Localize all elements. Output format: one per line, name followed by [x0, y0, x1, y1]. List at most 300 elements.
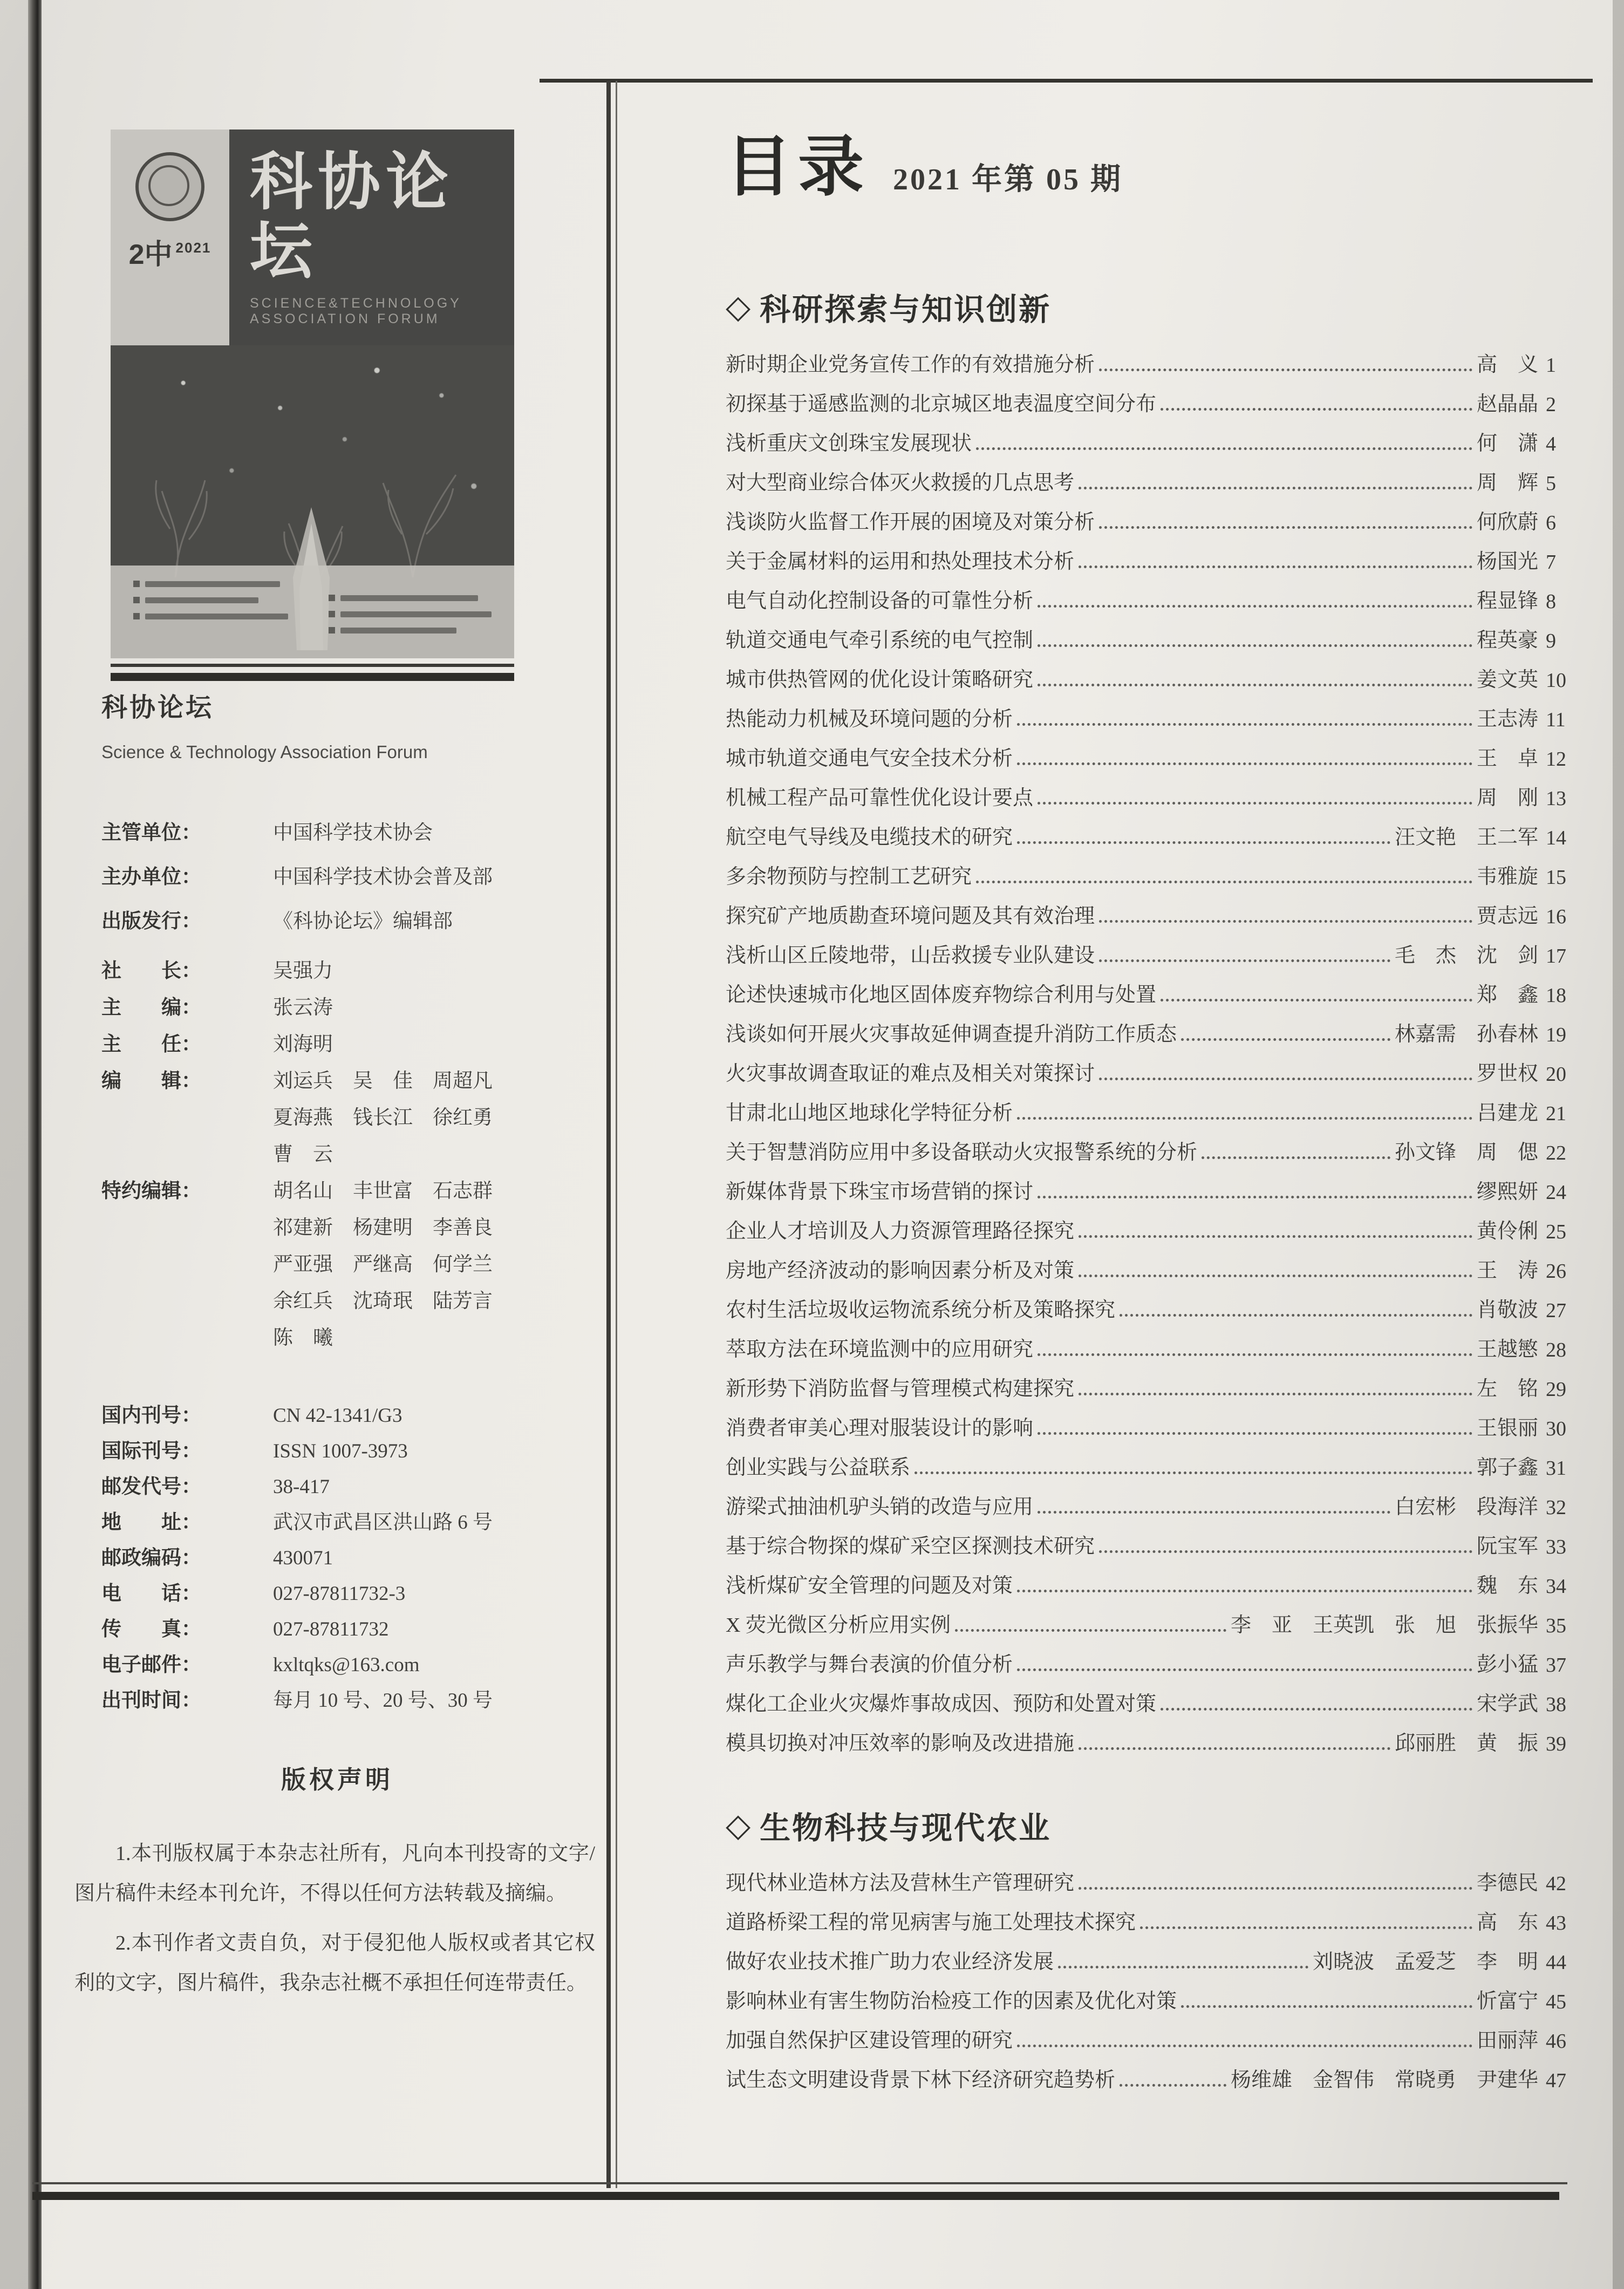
toc-entry	[726, 732, 1577, 771]
toc-entry	[726, 1716, 1577, 1756]
toc-entry-title: 房地产经济波动的影响因素分析及对策	[726, 1259, 1075, 1282]
toc-dot-leader	[1079, 566, 1472, 568]
pub-detail-row-value: ISSN 1007-3973	[273, 1440, 408, 1462]
toc-entry-page: 38	[1546, 1693, 1566, 1716]
toc-entry-title: 对大型商业综合体灭火救援的几点思考	[726, 472, 1075, 494]
publisher-info-row-value: 中国科学技术协会	[273, 822, 433, 844]
toc-entry-title: 初探基于遥感监测的北京城区地表温度空间分布	[726, 393, 1157, 415]
toc-dot-leader	[1017, 1590, 1472, 1592]
staff-row-value: 刘海明	[273, 1033, 333, 1055]
staff-row-label: 主 编：	[101, 996, 201, 1018]
toc-issue: 2021 年第 05 期	[893, 163, 1123, 196]
toc-entry-page: 45	[1546, 1991, 1566, 2013]
toc-entry-title: 轨道交通电气牵引系统的电气控制	[726, 629, 1034, 652]
toc-entry-page: 46	[1546, 2030, 1566, 2053]
toc-dot-leader	[1161, 1708, 1472, 1711]
copyright-paragraph: 1.本刊版权属于本杂志社所有，凡向本刊投寄的文字/图片稿件未经本刊允许，不得以任何方法转载及摘编。	[74, 1842, 595, 1905]
staff-row-value: 胡名山 丰世富 石志群	[273, 1180, 493, 1202]
toc-dot-leader	[1079, 1747, 1390, 1750]
toc-entry-title: 声乐教学与舞台表演的价值分析	[726, 1653, 1013, 1676]
toc-entry	[726, 338, 1577, 377]
cover-badge-text: 2中 $^{2021}$	[128, 239, 211, 270]
toc-dot-leader	[1017, 2045, 1472, 2047]
toc-entry-authors: 程显锋	[1476, 590, 1538, 612]
toc-sections	[726, 285, 1577, 2093]
cover-artwork	[111, 345, 514, 658]
staff-row-value: 曹 云	[273, 1143, 333, 1166]
toc-entry-authors: 彭小猛	[1476, 1653, 1538, 1676]
staff-row-value: 张云涛	[273, 997, 333, 1019]
toc-entry-authors: 王越慜	[1476, 1338, 1538, 1361]
toc-entry-authors: 魏 东	[1476, 1575, 1538, 1597]
staff-row	[101, 1101, 598, 1137]
toc-entry-list	[726, 338, 1577, 1756]
cover-title-box	[229, 130, 514, 345]
pub-detail-row-label: 传 真：	[101, 1618, 201, 1640]
toc-dot-leader	[1140, 1926, 1472, 1929]
cover-subtitle: SCIENCE&TECHNOLOGY ASSOCIATION FORUM	[250, 295, 462, 326]
toc-entry-page: 12	[1546, 748, 1566, 771]
toc-dot-leader	[1099, 369, 1472, 371]
diamond-icon: ◇	[726, 1807, 753, 1843]
toc-entry	[726, 1856, 1577, 1896]
staff-row-label: 编 辑：	[101, 1069, 201, 1092]
toc-entry-authors: 白宏彬 段海洋	[1394, 1496, 1538, 1518]
toc-entry-title: 火灾事故调查取证的难点及相关对策探讨	[726, 1062, 1095, 1085]
pub-detail-row-label: 电 话：	[101, 1582, 201, 1604]
toc-entry-title: 模具切换对冲压效率的影响及改进措施	[726, 1732, 1075, 1755]
toc-entry-page: 4	[1546, 433, 1556, 455]
toc-entry-authors: 高 义	[1476, 353, 1538, 376]
staff-row	[101, 1211, 598, 1248]
toc-entry-page: 35	[1546, 1614, 1566, 1637]
toc-dot-leader	[1038, 684, 1472, 686]
table-of-contents	[726, 130, 1577, 2093]
toc-entry-page: 11	[1546, 708, 1566, 731]
toc-dot-leader	[955, 1629, 1226, 1632]
toc-entry-authors: 林嘉需 孙春林	[1394, 1023, 1538, 1046]
toc-entry	[726, 1520, 1577, 1559]
toc-entry-title: 试生态文明建设背景下林下经济研究趋势析	[726, 2069, 1116, 2092]
toc-dot-leader	[1017, 841, 1390, 844]
staff-row	[101, 1174, 598, 1211]
publisher-info-row-label: 主办单位：	[101, 866, 201, 888]
toc-entry-authors: 郑 鑫	[1476, 984, 1538, 1006]
pub-detail-row-value: 武汉市武昌区洪山路 6 号	[273, 1511, 493, 1534]
toc-entry-title: 新媒体背景下珠宝市场营销的探讨	[726, 1181, 1034, 1203]
publisher-info-row	[101, 860, 598, 904]
toc-entry-authors: 王志涛	[1476, 708, 1538, 731]
toc-entry-title: 影响林业有害生物防治检疫工作的因素及优化对策	[726, 1990, 1177, 2013]
toc-entry	[726, 968, 1577, 1007]
toc-entry-title: 游梁式抽油机驴头销的改造与应用	[726, 1496, 1034, 1518]
staff-row	[101, 1064, 598, 1101]
toc-entry-authors: 邱丽胜 黄 振	[1394, 1732, 1538, 1755]
toc-dot-leader	[1058, 1966, 1308, 1968]
toc-dot-leader	[1038, 644, 1472, 647]
pub-detail-row	[101, 1648, 598, 1684]
toc-entry-authors: 毛 杰 沈 剑	[1394, 944, 1538, 967]
toc-entry-page: 22	[1546, 1142, 1566, 1164]
toc-dot-leader	[1038, 1353, 1472, 1356]
toc-dot-leader	[1017, 1668, 1472, 1671]
toc-entry-page: 16	[1546, 905, 1566, 928]
toc-entry-authors: 高 东	[1476, 1911, 1538, 1934]
toc-entry	[726, 850, 1577, 889]
toc-entry-authors: 赵晶晶	[1476, 393, 1538, 415]
toc-dot-leader	[1202, 1156, 1390, 1159]
toc-entry-authors: 韦雅旋	[1476, 866, 1538, 888]
toc-entry	[726, 1165, 1577, 1204]
toc-entry-title: 农村生活垃圾收运物流系统分析及策略探究	[726, 1299, 1116, 1321]
toc-title: 目录	[726, 130, 870, 203]
staff-row	[101, 1027, 598, 1064]
toc-entry-authors: 贾志远	[1476, 905, 1538, 928]
toc-entry-page: 19	[1546, 1024, 1566, 1046]
pub-detail-row-value: kxltqks@163.com	[273, 1654, 420, 1676]
toc-entry	[726, 1638, 1577, 1677]
pub-detail-row	[101, 1684, 598, 1719]
toc-entry-title: 做好农业技术推广助力农业经济发展	[726, 1951, 1054, 1973]
toc-entry-page: 39	[1546, 1733, 1566, 1755]
pub-detail-row	[101, 1541, 598, 1577]
toc-entry-page: 26	[1546, 1260, 1566, 1283]
toc-dot-leader	[1038, 1511, 1390, 1514]
bottom-rule-thick	[32, 2192, 1559, 2200]
toc-entry	[726, 1598, 1577, 1638]
toc-entry-list	[726, 1856, 1577, 2093]
toc-entry-title: 城市轨道交通电气安全技术分析	[726, 747, 1013, 770]
toc-entry	[726, 810, 1577, 850]
toc-entry-page: 28	[1546, 1339, 1566, 1361]
toc-entry-page: 24	[1546, 1181, 1566, 1204]
toc-entry-authors: 郭子鑫	[1476, 1456, 1538, 1479]
toc-entry-page: 1	[1546, 354, 1556, 377]
copyright-statement	[74, 1834, 595, 2013]
toc-entry-authors: 汪文艳 王二军	[1394, 826, 1538, 849]
toc-entry-title: 萃取方法在环境监测中的应用研究	[726, 1338, 1034, 1361]
cover-badge	[111, 130, 229, 345]
staff-row-value: 夏海燕 钱长江 徐红勇	[273, 1107, 493, 1129]
pub-detail-row-label: 邮政编码：	[101, 1547, 201, 1569]
toc-entry-page: 42	[1546, 1872, 1566, 1895]
publisher-info-row	[101, 816, 598, 860]
toc-entry-page: 32	[1546, 1496, 1566, 1519]
toc-entry-page: 13	[1546, 787, 1566, 810]
toc-entry-page: 29	[1546, 1378, 1566, 1401]
toc-entry-authors: 王 卓	[1476, 747, 1538, 770]
toc-entry-title: 企业人才培训及人力资源管理路径探究	[726, 1220, 1075, 1243]
publisher-info-row-label: 主管单位：	[101, 821, 201, 843]
toc-entry-title: 基于综合物探的煤矿采空区探测技术研究	[726, 1535, 1095, 1558]
staff-row	[101, 1137, 598, 1174]
toc-dot-leader	[1038, 1196, 1472, 1198]
toc-entry	[726, 417, 1577, 456]
toc-entry	[726, 1401, 1577, 1441]
toc-dot-leader	[1079, 1235, 1472, 1238]
toc-entry	[726, 1204, 1577, 1244]
toc-entry-title: 煤化工企业火灾爆炸事故成因、预防和处置对策	[726, 1693, 1157, 1715]
toc-entry	[726, 1677, 1577, 1716]
toc-dot-leader	[976, 881, 1472, 883]
staff-row	[101, 991, 598, 1027]
toc-entry	[726, 771, 1577, 810]
toc-dot-leader	[1161, 999, 1472, 1002]
staff-row	[101, 954, 598, 991]
staff-row-value: 吴强力	[273, 960, 333, 982]
toc-entry	[726, 495, 1577, 535]
toc-entry-authors: 李 亚 王英凯 张 旭 张振华	[1230, 1614, 1538, 1637]
toc-entry-title: 甘肃北山地区地球化学特征分析	[726, 1102, 1013, 1125]
toc-entry-title: X 荧光微区分析应用实例	[726, 1614, 951, 1637]
toc-entry	[726, 1007, 1577, 1047]
toc-entry	[726, 535, 1577, 574]
toc-entry-page: 9	[1546, 630, 1556, 652]
toc-entry	[726, 1283, 1577, 1323]
cover-caption-right	[329, 595, 492, 643]
toc-entry-page: 43	[1546, 1912, 1566, 1934]
pub-detail-row-value: CN 42-1341/G3	[273, 1405, 402, 1427]
toc-dot-leader	[1099, 920, 1472, 923]
toc-entry-title: 城市供热管网的优化设计策略研究	[726, 669, 1034, 691]
toc-entry-page: 34	[1546, 1575, 1566, 1598]
pub-detail-row-label: 国际刊号：	[101, 1440, 201, 1462]
toc-entry-page: 21	[1546, 1102, 1566, 1125]
copyright-heading: 版权声明	[281, 1766, 393, 1794]
toc-dot-leader	[1099, 959, 1390, 962]
toc-entry	[726, 614, 1577, 653]
toc-entry	[726, 653, 1577, 692]
section-heading-text: 科研探索与知识创新	[760, 292, 1052, 327]
publisher-info-row	[101, 904, 598, 949]
toc-entry-authors: 肖敬波	[1476, 1299, 1538, 1321]
toc-entry-page: 47	[1546, 2069, 1566, 2092]
pub-detail-row-value: 027-87811732-3	[273, 1583, 406, 1605]
toc-entry	[726, 377, 1577, 417]
toc-dot-leader	[1079, 1275, 1472, 1277]
toc-dot-leader	[1017, 762, 1472, 765]
section-heading	[726, 1803, 1577, 1848]
toc-dot-leader	[1079, 1887, 1472, 1890]
toc-entry-page: 10	[1546, 669, 1566, 692]
toc-entry-title: 现代林业造林方法及营林生产管理研究	[726, 1872, 1075, 1895]
cover-badge-year: 2021	[175, 240, 211, 256]
toc-entry-authors: 忻富宁	[1476, 1990, 1538, 2013]
toc-entry	[726, 1126, 1577, 1165]
pub-detail-row-value: 430071	[273, 1547, 333, 1569]
toc-entry-title: 电气自动化控制设备的可靠性分析	[726, 590, 1034, 612]
toc-entry-authors: 阮宝军	[1476, 1535, 1538, 1558]
toc-entry	[726, 692, 1577, 732]
section-heading	[726, 285, 1577, 329]
staff-row-label: 社 长：	[101, 959, 201, 982]
toc-entry-page: 33	[1546, 1536, 1566, 1558]
toc-entry-authors: 周 刚	[1476, 787, 1538, 809]
toc-dot-leader	[1017, 1117, 1472, 1120]
pub-detail-row-value: 38-417	[273, 1476, 330, 1498]
toc-entry	[726, 889, 1577, 929]
pub-detail-row	[101, 1505, 598, 1541]
toc-dot-leader	[976, 447, 1472, 450]
toc-entry-page: 2	[1546, 393, 1556, 416]
toc-entry-page: 37	[1546, 1654, 1566, 1677]
toc-entry	[726, 1362, 1577, 1401]
copyright-paragraph: 2.本刊作者文责自负，对于侵犯他人版权或者其它权利的文字，图片稿件，我杂志社概不承担任何连带责任。	[74, 1932, 595, 1994]
toc-dot-leader	[1181, 2005, 1472, 2008]
toc-entry-authors: 左 铭	[1476, 1378, 1538, 1400]
toc-entry	[726, 1047, 1577, 1086]
top-rule-line	[540, 79, 1593, 83]
toc-entry-authors: 姜文英	[1476, 669, 1538, 691]
toc-entry	[726, 1935, 1577, 1974]
toc-entry-page: 5	[1546, 472, 1556, 495]
staff-row-value: 陈 曦	[273, 1327, 333, 1349]
publisher-info-block	[101, 816, 598, 949]
toc-entry	[726, 1559, 1577, 1598]
toc-entry-title: 创业实践与公益联系	[726, 1456, 911, 1479]
section-heading-text: 生物科技与现代农业	[760, 1811, 1052, 1845]
toc-entry-title: 探究矿产地质勘查环境问题及其有效治理	[726, 905, 1095, 928]
toc-dot-leader	[1120, 1314, 1472, 1317]
toc-entry-page: 8	[1546, 590, 1556, 613]
book-spine-edge	[28, 0, 42, 2289]
diamond-icon: ◇	[726, 289, 753, 325]
staff-row-value: 刘运兵 吴 佳 周超凡	[273, 1070, 493, 1092]
toc-entry-authors: 罗世权	[1476, 1062, 1538, 1085]
pub-detail-row-label: 国内刊号：	[101, 1404, 201, 1426]
pub-detail-row	[101, 1470, 598, 1505]
pub-detail-row	[101, 1577, 598, 1612]
toc-entry-title: 浅谈防火监督工作开展的困境及对策分析	[726, 511, 1095, 534]
toc-entry-page: 14	[1546, 827, 1566, 849]
toc-entry-authors: 田丽萍	[1476, 2029, 1538, 2052]
column-divider-thick	[606, 81, 611, 2188]
toc-entry	[726, 1896, 1577, 1935]
toc-dot-leader	[1079, 1393, 1472, 1395]
toc-dot-leader	[1181, 1038, 1390, 1041]
toc-entry-title: 浅谈如何开展火灾事故延伸调查提升消防工作质态	[726, 1023, 1177, 1046]
toc-entry-authors: 杨国光	[1476, 550, 1538, 573]
publisher-info-row-value: 中国科学技术协会普及部	[273, 866, 493, 888]
publication-details-block	[101, 1399, 598, 1719]
toc-entry	[726, 456, 1577, 495]
toc-entry-title: 浅析重庆文创珠宝发展现状	[726, 432, 972, 455]
toc-entry-title: 多余物预防与控制工艺研究	[726, 866, 972, 888]
toc-dot-leader	[1120, 2084, 1226, 2087]
staff-row	[101, 1284, 598, 1321]
toc-entry-page: 15	[1546, 866, 1566, 889]
publisher-info-row-label: 出版发行：	[101, 910, 201, 932]
toc-entry-authors: 孙文锋 周 偲	[1394, 1141, 1538, 1164]
toc-dot-leader	[1161, 408, 1472, 411]
toc-entry-authors: 刘晓波 孟爱芝 李 明	[1312, 1951, 1538, 1973]
toc-entry-title: 加强自然保护区建设管理的研究	[726, 2029, 1013, 2052]
toc-entry	[726, 929, 1577, 968]
toc-entry-page: 31	[1546, 1457, 1566, 1480]
toc-entry-title: 关于智慧消防应用中多设备联动火灾报警系统的分析	[726, 1141, 1198, 1164]
toc-entry-authors: 王 涛	[1476, 1259, 1538, 1282]
toc-entry-page: 25	[1546, 1221, 1566, 1243]
toc-entry	[726, 2053, 1577, 2093]
toc-dot-leader	[1099, 526, 1472, 529]
toc-entry	[726, 1244, 1577, 1283]
toc-entry-authors: 李德民	[1476, 1872, 1538, 1895]
toc-entry	[726, 574, 1577, 614]
toc-entry-title: 新形势下消防监督与管理模式构建探究	[726, 1378, 1075, 1400]
pub-detail-row-value: 每月 10 号、20 号、30 号	[273, 1690, 493, 1712]
toc-entry	[726, 1480, 1577, 1520]
toc-entry-authors: 黄伶俐	[1476, 1220, 1538, 1243]
cover-bottom-rule-thin	[111, 664, 514, 667]
toc-dot-leader	[1099, 1550, 1472, 1553]
toc-dot-leader	[1038, 1432, 1472, 1435]
toc-entry-page: 27	[1546, 1299, 1566, 1322]
staff-row-value: 余红兵 沈琦珉 陆芳言	[273, 1290, 493, 1312]
toc-entry-authors: 何欣蔚	[1476, 511, 1538, 534]
editorial-staff-block	[101, 954, 598, 1358]
toc-entry-title: 浅析山区丘陵地带，山岳救援专业队建设	[726, 944, 1095, 967]
toc-entry-title: 关于金属材料的运用和热处理技术分析	[726, 550, 1075, 573]
cover-caption-left	[133, 581, 288, 643]
cover-caption-band	[111, 566, 514, 658]
journal-name: 科协论坛	[101, 693, 214, 722]
bottom-rule-thin	[32, 2182, 1567, 2184]
toc-entry	[726, 1323, 1577, 1362]
toc-entry-page: 20	[1546, 1063, 1566, 1086]
toc-entry-page: 7	[1546, 551, 1556, 574]
pub-detail-row	[101, 1612, 598, 1648]
toc-entry-authors: 杨维雄 金智伟 常晓勇 尹建华	[1230, 2069, 1538, 2092]
toc-entry-authors: 吕建龙	[1476, 1102, 1538, 1125]
toc-entry	[726, 1974, 1577, 2014]
toc-header	[726, 130, 1577, 203]
journal-name-english: Science & Technology Association Forum	[101, 742, 428, 762]
toc-entry-authors: 缪熙妍	[1476, 1181, 1538, 1203]
staff-row-value: 严亚强 严继高 何学兰	[273, 1254, 493, 1276]
toc-entry-title: 航空电气导线及电缆技术的研究	[726, 826, 1013, 849]
toc-entry-authors: 王银丽	[1476, 1417, 1538, 1440]
toc-entry-title: 浅析煤矿安全管理的问题及对策	[726, 1575, 1013, 1597]
cover-bottom-rule-thick	[111, 673, 514, 681]
toc-entry-page: 18	[1546, 984, 1566, 1007]
toc-entry-title: 机械工程产品可靠性优化设计要点	[726, 787, 1034, 809]
toc-entry-title: 论述快速城市化地区固体废弃物综合利用与处置	[726, 984, 1157, 1006]
toc-entry-title: 道路桥梁工程的常见病害与施工处理技术探究	[726, 1911, 1136, 1934]
toc-dot-leader	[1038, 605, 1472, 608]
pub-detail-row	[101, 1434, 598, 1470]
staff-row	[101, 1248, 598, 1284]
toc-entry-page: 44	[1546, 1951, 1566, 1974]
pub-detail-row-value: 027-87811732	[273, 1618, 389, 1640]
pub-detail-row-label: 电子邮件：	[101, 1653, 201, 1675]
toc-entry-page: 30	[1546, 1418, 1566, 1440]
toc-entry-authors: 宋学武	[1476, 1693, 1538, 1715]
pub-detail-row-label: 地 址：	[101, 1511, 201, 1533]
cover-title: 科协论坛	[250, 147, 454, 286]
staff-row-label: 主 任：	[101, 1033, 201, 1055]
toc-entry	[726, 1086, 1577, 1126]
toc-entry	[726, 2014, 1577, 2053]
pub-detail-row-label: 出刊时间：	[101, 1689, 201, 1711]
association-emblem-icon	[135, 152, 204, 221]
toc-dot-leader	[1038, 802, 1472, 805]
pub-detail-row-label: 邮发代号：	[101, 1475, 201, 1497]
staff-row	[101, 1321, 598, 1358]
toc-entry-page: 17	[1546, 945, 1566, 968]
cover-header	[111, 130, 514, 345]
journal-cover	[111, 130, 514, 681]
toc-entry-title: 消费者审美心理对服装设计的影响	[726, 1417, 1034, 1440]
